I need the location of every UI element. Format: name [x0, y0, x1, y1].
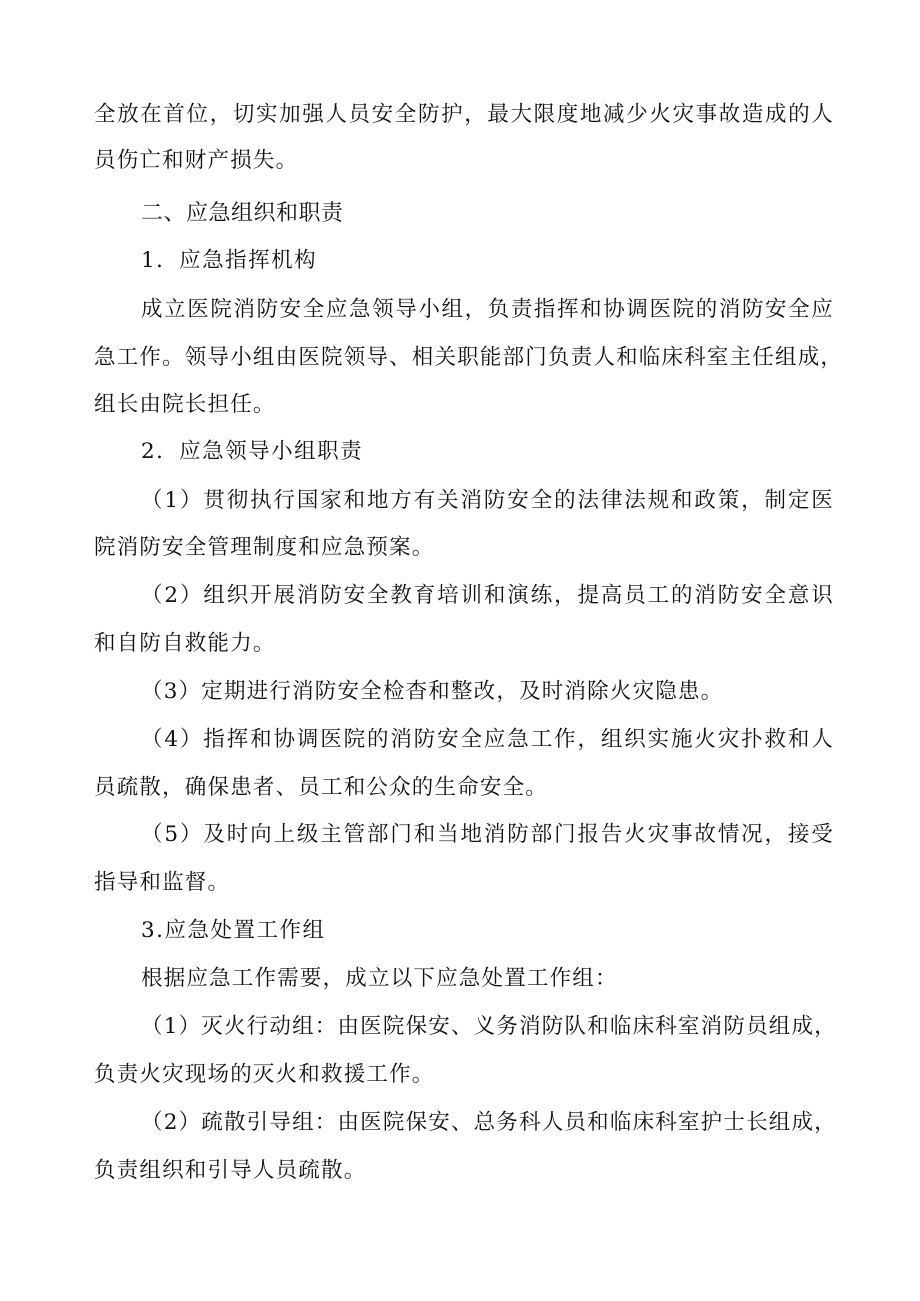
duty-2-line-2: 和自防自救能力。: [94, 631, 276, 656]
intro-line-1: 全放在首位，切实加强人员安全防护，最大限度地减少火灾事故造成的人: [94, 102, 834, 127]
duty-1-line-1: （1）贯彻执行国家和地方有关消防安全的法律法规和政策，制定医: [141, 488, 834, 513]
subsection-3-intro: 根据应急工作需要，成立以下应急处置工作组：: [141, 966, 618, 991]
duty-3-line-1: （3）定期进行消防安全检杳和整改，及时消除火灾隐患。: [141, 679, 724, 704]
duty-5-line-2: 指导和监督。: [94, 870, 231, 895]
subsection-1-paragraph-line-3: 组长由院长担任。: [94, 392, 276, 417]
duty-2-line-1: （2）组织开展消防安全教育培训和演练，提高员工的消防安全意识: [141, 583, 834, 608]
duty-4-line-2: 员疏散，确保患者、员工和公众的生命安全。: [94, 775, 549, 800]
intro-line-2: 员伤亡和财产损失。: [94, 148, 299, 173]
group-2-line-1: （2）疏散引导组：由医院保安、总务科人员和临床科室护士长组成，: [141, 1110, 837, 1135]
group-2-line-2: 负责组织和引导人员疏散。: [94, 1158, 367, 1183]
group-1-line-1: （1）灭火行动组：由医院保安、义务消防队和临床科室消防员组成，: [141, 1014, 837, 1039]
subsection-1-paragraph-line-1: 成立医院消防安全应急领导小组，负责指挥和协调医院的消防安全应: [141, 297, 834, 322]
subsection-1-title: 1．应急指挥机构: [141, 248, 318, 273]
subsection-2-title: 2．应急领导小组职责: [141, 439, 364, 464]
duty-4-line-1: （4）指挥和协调医院的消防安全应急工作，组织实施火灾扑救和人: [141, 727, 834, 752]
subsection-1-paragraph-line-2: 急工作。领导小组由医院领导、相关职能部门负责人和临床科室主任组成，: [94, 345, 844, 370]
duty-1-line-2: 院消防安全管理制度和应急预案。: [94, 535, 435, 560]
group-1-line-2: 负责火灾现场的灭火和救援工作。: [94, 1062, 435, 1087]
subsection-3-title: 3.应急处置工作组: [141, 918, 326, 943]
section-2-title: 二、应急组织和职责: [141, 201, 344, 226]
duty-5-line-1: （5）及时向上级主管部门和当地消防部门报告火灾事故情况，接受: [141, 822, 834, 847]
